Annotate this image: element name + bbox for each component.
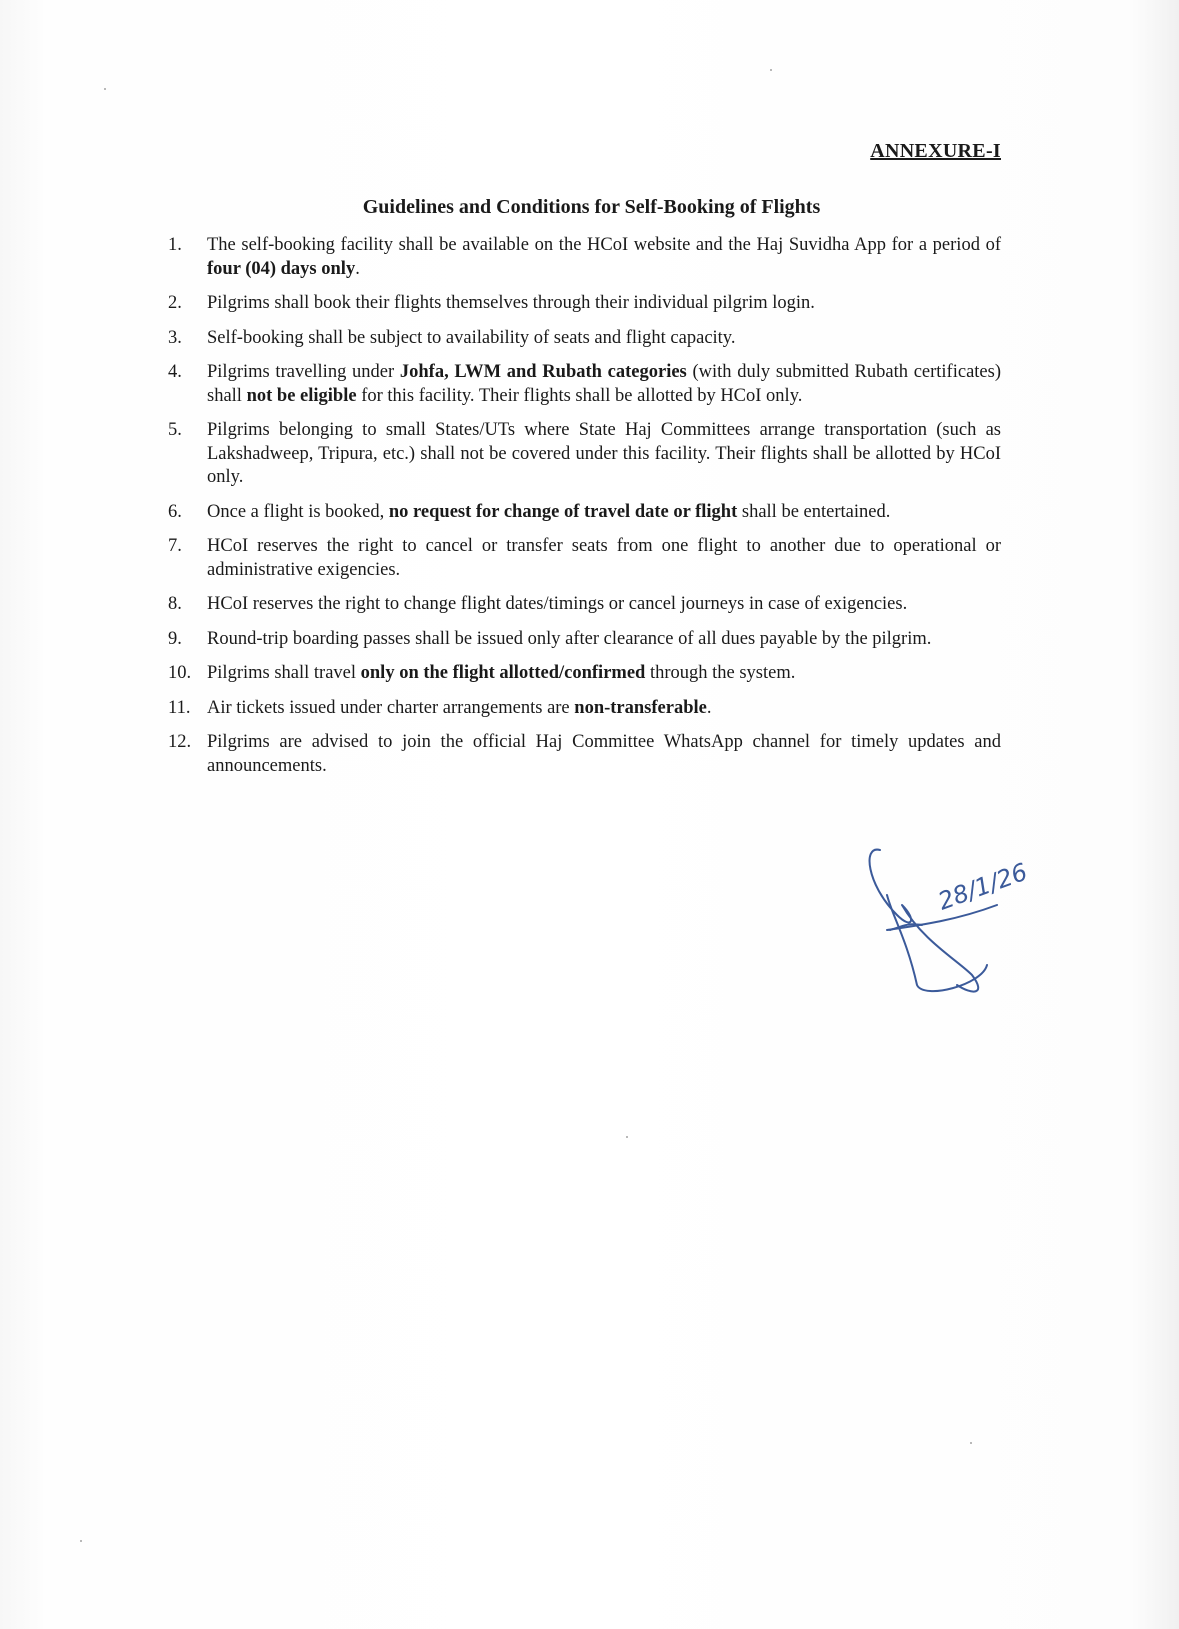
item-number: 2. bbox=[168, 293, 182, 313]
item-text: shall be entertained. bbox=[737, 501, 891, 522]
item-number: 1. bbox=[168, 235, 182, 255]
item-text: Pilgrims shall travel bbox=[207, 663, 361, 683]
item-number: 7. bbox=[168, 536, 182, 556]
guideline-item bbox=[168, 361, 1001, 408]
signature bbox=[862, 845, 1082, 1015]
item-text: Self-booking shall be subject to availability of seats and flight capacity. bbox=[207, 327, 736, 348]
guideline-item bbox=[168, 535, 1001, 582]
item-text: (with duly submitted Rubath certificates) shall bbox=[207, 362, 1001, 406]
item-number: 4. bbox=[168, 362, 182, 382]
item-text: through the system. bbox=[645, 663, 796, 683]
annexure-label: ANNEXURE-I bbox=[870, 140, 1001, 162]
item-text-bold: no request for change of travel date or flight bbox=[388, 501, 738, 522]
document-title bbox=[0, 196, 1179, 219]
signature-date: 28/1/26 bbox=[934, 857, 1032, 916]
item-text: Pilgrims belonging to small States/UTs where State Haj Committees arrange transportation (such as Lakshadweep, Tripura, etc.) shall not be covered under this facility. Their flights shall be allotted by HCoI only. bbox=[207, 420, 1001, 487]
guideline-item bbox=[168, 292, 1001, 316]
item-text: Once a flight is booked, bbox=[207, 501, 389, 522]
title-text: Guidelines and Conditions for Self-Booking of Flights bbox=[362, 196, 821, 218]
item-number: 9. bbox=[168, 628, 182, 649]
item-text: Pilgrims shall book their flights themselves through their individual pilgrim login. bbox=[207, 293, 815, 313]
item-number: 12. bbox=[168, 732, 192, 752]
scan-speck bbox=[104, 88, 106, 90]
guideline-item bbox=[168, 327, 1001, 351]
scan-speck bbox=[970, 1442, 972, 1444]
item-text-bold: only on the flight allotted/confirmed bbox=[360, 663, 646, 683]
guideline-item bbox=[168, 593, 1001, 617]
item-text: . bbox=[355, 258, 360, 279]
item-text: Air tickets issued under charter arrangements are bbox=[207, 697, 575, 718]
guideline-item bbox=[168, 234, 1001, 281]
guideline-item bbox=[168, 731, 1001, 778]
item-text: HCoI reserves the right to cancel or transfer seats from one flight to another due to operational or administrative exigencies. bbox=[207, 536, 1001, 580]
item-number: 11. bbox=[168, 697, 191, 718]
guideline-item bbox=[168, 662, 1001, 686]
item-text: . bbox=[706, 697, 712, 718]
item-text: for this facility. Their flights shall be allotted by HCoI only. bbox=[356, 385, 803, 406]
item-text: Pilgrims travelling under bbox=[207, 362, 400, 382]
scan-speck bbox=[770, 69, 772, 71]
item-text: HCoI reserves the right to change flight dates/timings or cancel journeys in case of exigencies. bbox=[207, 594, 908, 614]
guideline-item bbox=[168, 419, 1001, 490]
guideline-item bbox=[168, 697, 1001, 721]
item-number: 10. bbox=[168, 663, 192, 683]
scan-speck bbox=[80, 1540, 82, 1542]
item-text-bold: four (04) days only bbox=[207, 258, 356, 279]
item-text-bold: non-transferable bbox=[574, 697, 707, 718]
item-number: 8. bbox=[168, 594, 182, 614]
scan-speck bbox=[626, 1136, 628, 1138]
item-number: 5. bbox=[168, 420, 182, 440]
item-text-bold: Johfa, LWM and Rubath categories bbox=[399, 362, 687, 382]
item-text: Round-trip boarding passes shall be issued only after clearance of all dues payable by the pilgrim. bbox=[207, 628, 932, 649]
guideline-item bbox=[168, 628, 1001, 652]
item-text: Pilgrims are advised to join the official Haj Committee WhatsApp channel for timely updates and announcements. bbox=[207, 732, 1001, 776]
signature-stroke bbox=[870, 850, 979, 992]
item-number: 3. bbox=[168, 327, 182, 348]
guideline-item bbox=[168, 501, 1001, 525]
guidelines-list bbox=[168, 234, 1001, 789]
item-text: The self-booking facility shall be available on the HCoI website and the Haj Suvidha App for a period of bbox=[207, 235, 1001, 255]
item-text-bold: not be eligible bbox=[246, 385, 357, 406]
item-number: 6. bbox=[168, 501, 182, 522]
